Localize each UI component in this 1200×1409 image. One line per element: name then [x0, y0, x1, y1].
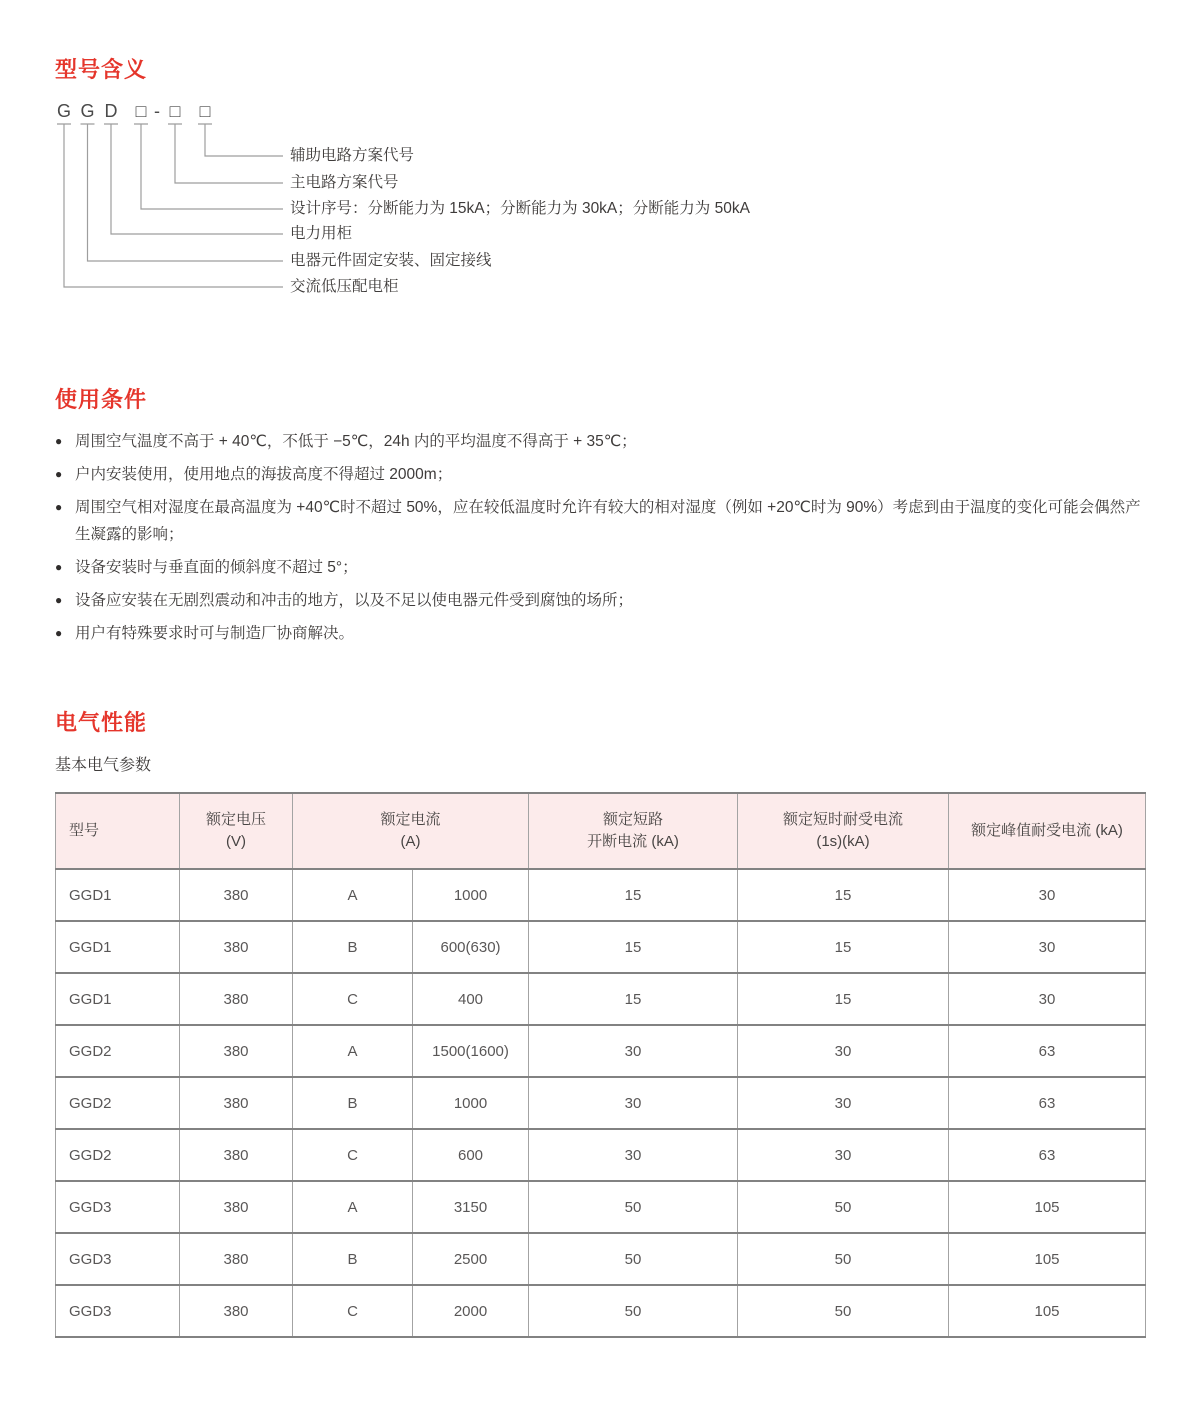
cell-peak-current: 63: [949, 1025, 1146, 1077]
cell-current-value: 600(630): [413, 921, 529, 973]
cell-breaking-current: 30: [529, 1129, 738, 1181]
model-code-label: 主电路方案代号: [290, 174, 399, 191]
bullet-icon: ●: [55, 626, 63, 640]
cell-breaking-current: 15: [529, 973, 738, 1025]
table-row: [56, 973, 1146, 1025]
cell-peak-current: 30: [949, 973, 1146, 1025]
cell-withstand-current: 50: [738, 1285, 949, 1337]
column-header-model: 型号: [56, 793, 180, 869]
model-code-char: □: [135, 101, 147, 121]
cell-current-class: A: [293, 869, 413, 921]
model-code-label: 交流低压配电柜: [290, 278, 399, 295]
cell-current-class: C: [293, 1129, 413, 1181]
cell-voltage: 380: [180, 1129, 293, 1181]
cell-peak-current: 63: [949, 1129, 1146, 1181]
cell-current-value: 1500(1600): [413, 1025, 529, 1077]
cell-breaking-current: 15: [529, 921, 738, 973]
diagram-connector-line: [168, 124, 283, 183]
list-item-text: 户内安装使用，使用地点的海拔高度不得超过 2000m；: [75, 466, 453, 483]
cell-withstand-current: 50: [738, 1181, 949, 1233]
bullet-icon: ●: [55, 560, 63, 574]
list-item-text: 周围空气相对湿度在最高温度为 +40℃时不超过 50%，应在较低温度时允许有较大的相对湿度（例如 +20℃时为 90%）考虑到由于温度的变化可能会偶然产生凝露的影响；: [75, 499, 1141, 543]
cell-withstand-current: 15: [738, 869, 949, 921]
cell-peak-current: 30: [949, 869, 1146, 921]
cell-current-value: 2500: [413, 1233, 529, 1285]
model-designation-diagram: [55, 96, 1165, 308]
cell-current-class: A: [293, 1181, 413, 1233]
cell-voltage: 380: [180, 1285, 293, 1337]
cell-voltage: 380: [180, 1233, 293, 1285]
model-code-label: 辅助电路方案代号: [290, 147, 415, 164]
column-header-breaking-current: 额定短路 开断电流 (kA): [529, 793, 738, 869]
table-row: [56, 921, 1146, 973]
cell-breaking-current: 15: [529, 869, 738, 921]
bullet-icon: ●: [55, 500, 63, 514]
bullet-icon: ●: [55, 467, 63, 481]
cell-peak-current: 105: [949, 1285, 1146, 1337]
table-row: [56, 869, 1146, 921]
column-header-rated-voltage: 额定电压 (V): [180, 793, 293, 869]
model-code-label: 电力用柜: [290, 225, 353, 242]
model-code-char: □: [199, 101, 211, 121]
cell-voltage: 380: [180, 1025, 293, 1077]
cell-model: GGD2: [56, 1025, 180, 1077]
cell-voltage: 380: [180, 1181, 293, 1233]
list-item: [55, 620, 1147, 647]
bullet-icon: ●: [55, 593, 63, 607]
cell-current-class: A: [293, 1025, 413, 1077]
cell-withstand-current: 30: [738, 1077, 949, 1129]
cell-current-class: C: [293, 973, 413, 1025]
cell-current-class: B: [293, 1077, 413, 1129]
model-code-label: 电器元件固定安装、固定接线: [290, 252, 492, 269]
model-code-char: D: [104, 101, 118, 121]
list-item-text: 周围空气温度不高于 + 40℃，不低于 −5℃，24h 内的平均温度不得高于 + 35℃；: [75, 433, 637, 450]
model-code-char: G: [56, 101, 72, 121]
table-row: [56, 1285, 1146, 1337]
list-item-text: 设备安装时与垂直面的倾斜度不超过 5°；: [75, 559, 358, 576]
cell-breaking-current: 30: [529, 1025, 738, 1077]
cell-withstand-current: 15: [738, 973, 949, 1025]
model-code-char: □: [169, 101, 181, 121]
electrical-parameters-table: [55, 792, 1146, 1338]
cell-breaking-current: 50: [529, 1285, 738, 1337]
cell-current-class: C: [293, 1285, 413, 1337]
cell-current-class: B: [293, 1233, 413, 1285]
cell-current-value: 400: [413, 973, 529, 1025]
cell-peak-current: 105: [949, 1233, 1146, 1285]
list-item: [55, 428, 1147, 455]
table-header-row: [56, 793, 1146, 869]
diagram-connector-line: [104, 124, 283, 234]
cell-current-value: 1000: [413, 1077, 529, 1129]
cell-model: GGD3: [56, 1233, 180, 1285]
cell-model: GGD1: [56, 921, 180, 973]
cell-current-value: 2000: [413, 1285, 529, 1337]
cell-breaking-current: 50: [529, 1181, 738, 1233]
cell-peak-current: 105: [949, 1181, 1146, 1233]
model-meaning-title: 型号含义: [55, 57, 148, 82]
cell-withstand-current: 30: [738, 1025, 949, 1077]
table-row: [56, 1233, 1146, 1285]
cell-current-value: 600: [413, 1129, 529, 1181]
cell-withstand-current: 15: [738, 921, 949, 973]
list-item-text: 用户有特殊要求时可与制造厂协商解决。: [75, 625, 355, 642]
bullet-icon: ●: [55, 434, 63, 448]
model-code-char: G: [80, 101, 95, 121]
list-item: [55, 494, 1147, 548]
list-item: [55, 554, 1147, 581]
cell-peak-current: 30: [949, 921, 1146, 973]
cell-model: GGD1: [56, 869, 180, 921]
usage-conditions-title: 使用条件: [55, 387, 148, 412]
cell-voltage: 380: [180, 869, 293, 921]
usage-conditions-list: [55, 428, 1147, 653]
table-row: [56, 1129, 1146, 1181]
table-row: [56, 1181, 1146, 1233]
cell-current-value: 3150: [413, 1181, 529, 1233]
model-code-label: 设计序号：分断能力为 15kA；分断能力为 30kA；分断能力为 50kA: [290, 200, 750, 217]
diagram-connector-line: [57, 124, 283, 287]
column-header-withstand-current: 额定短时耐受电流 (1s)(kA): [738, 793, 949, 869]
list-item-text: 设备应安装在无剧烈震动和冲击的地方，以及不足以使电器元件受到腐蚀的场所；: [75, 592, 634, 609]
cell-voltage: 380: [180, 973, 293, 1025]
cell-voltage: 380: [180, 1077, 293, 1129]
table-row: [56, 1025, 1146, 1077]
electrical-performance-title: 电气性能: [55, 710, 148, 735]
cell-current-value: 1000: [413, 869, 529, 921]
cell-withstand-current: 30: [738, 1129, 949, 1181]
column-header-rated-current: 额定电流 (A): [293, 793, 529, 869]
list-item: [55, 587, 1147, 614]
cell-model: GGD2: [56, 1129, 180, 1181]
basic-parameters-subtitle: 基本电气参数: [55, 757, 152, 774]
diagram-connector-line: [134, 124, 283, 209]
cell-model: GGD2: [56, 1077, 180, 1129]
cell-voltage: 380: [180, 921, 293, 973]
cell-model: GGD3: [56, 1285, 180, 1337]
cell-peak-current: 63: [949, 1077, 1146, 1129]
model-code-char: -: [154, 101, 160, 121]
cell-model: GGD1: [56, 973, 180, 1025]
column-header-peak-withstand-current: 额定峰值耐受电流 (kA): [949, 793, 1146, 869]
cell-breaking-current: 30: [529, 1077, 738, 1129]
list-item: [55, 461, 1147, 488]
cell-model: GGD3: [56, 1181, 180, 1233]
cell-breaking-current: 50: [529, 1233, 738, 1285]
table-row: [56, 1077, 1146, 1129]
diagram-connector-line: [198, 124, 283, 156]
cell-withstand-current: 50: [738, 1233, 949, 1285]
cell-current-class: B: [293, 921, 413, 973]
